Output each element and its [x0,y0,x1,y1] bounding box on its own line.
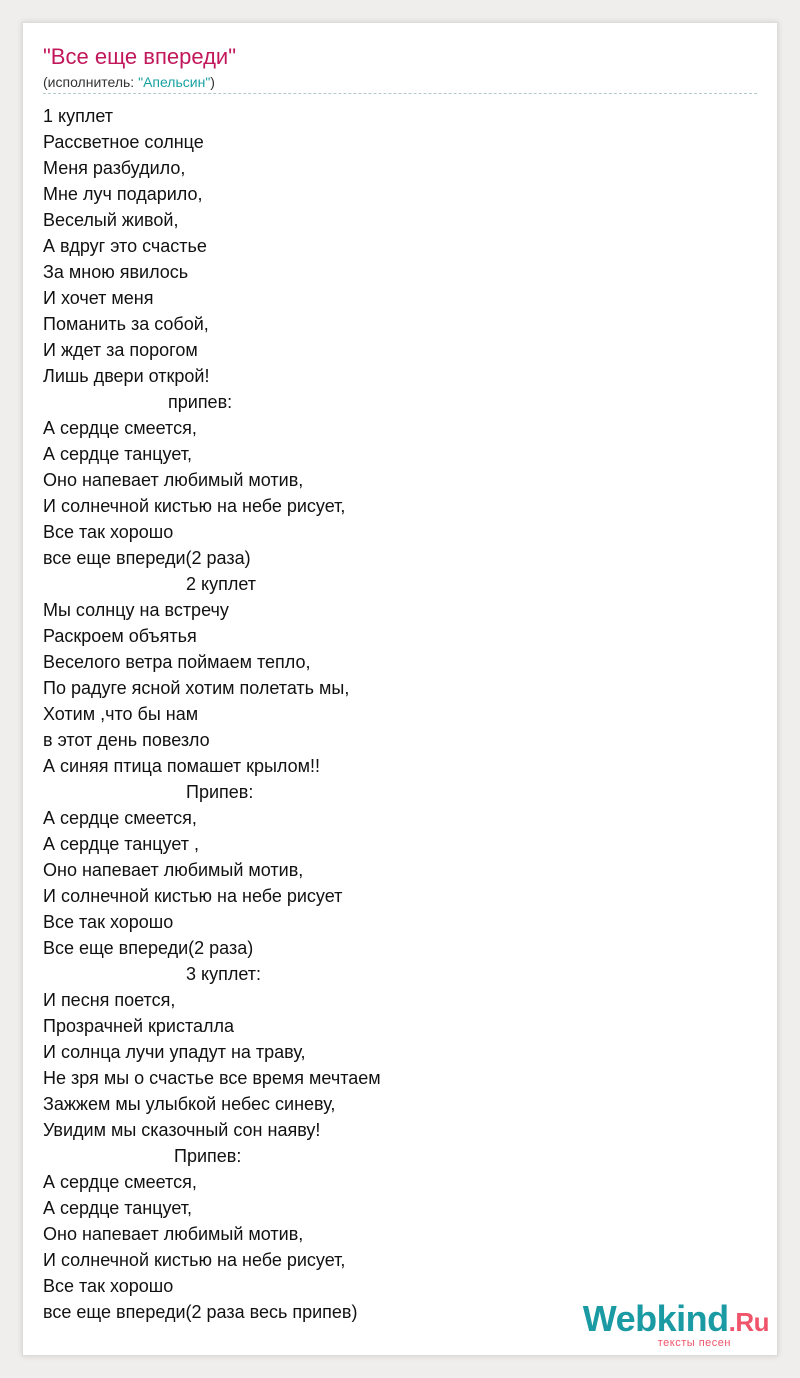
webkind-logo [582,1298,769,1349]
lyric-line: Рассветное солнце [43,132,204,152]
lyric-line: Оно напевает любимый мотив, [43,470,304,490]
lyric-line: 2 куплет [186,574,256,594]
lyric-line: припев: [168,392,233,412]
lyric-line: Увидим мы сказочный сон наяву! [43,1120,321,1140]
lyric-line: Лишь двери открой! [43,366,210,386]
lyric-line: Зажжем мы улыбкой небес синеву, [43,1094,336,1114]
lyric-line: 3 куплет: [186,964,261,984]
lyric-line: И солнца лучи упадут на траву, [43,1042,306,1062]
lyric-line: Хотим ,что бы нам [43,704,199,724]
lyrics-page [22,22,778,1356]
lyric-line: А сердце танцует , [43,834,199,854]
lyric-line: А сердце танцует, [43,1198,193,1218]
lyric-line: И солнечной кистью на небе рисует, [43,1250,346,1270]
lyric-line: Припев: [174,1146,242,1166]
lyric-line: По радуге ясной хотим полетать мы, [43,678,350,698]
lyric-line: Раскроем объятья [43,626,197,646]
lyric-line: Не зря мы о счастье все время мечтаем [43,1068,381,1088]
lyric-line: И ждет за порогом [43,340,198,360]
lyric-line: А сердце танцует, [43,444,193,464]
lyric-line: А вдруг это счастье [43,236,207,256]
lyric-line: 1 куплет [43,106,113,126]
lyric-line: Все так хорошо [43,912,174,932]
lyric-line: Веселый живой, [43,210,179,230]
lyric-line: Оно напевает любимый мотив, [43,860,304,880]
lyric-line: все еще впереди(2 раза весь припев) [43,1302,358,1322]
artist-link[interactable]: "Апельсин" [138,74,211,90]
lyric-line: Все еще впереди(2 раза) [43,938,254,958]
lyric-line: Все так хорошо [43,522,174,542]
lyric-line: И песня поется, [43,990,176,1010]
artist-line [43,73,215,91]
lyrics-text [43,103,381,1325]
lyric-line: Оно напевает любимый мотив, [43,1224,304,1244]
artist-suffix: ) [210,74,215,90]
lyric-line: в этот день повезло [43,730,210,750]
header-divider [43,93,757,94]
logo-tagline: тексты песен [657,1337,731,1349]
lyric-line: За мною явилось [43,262,189,282]
lyric-line: Мне луч подарило, [43,184,203,204]
lyric-line: Веселого ветра поймаем тепло, [43,652,311,672]
lyric-line: А синяя птица помашет крылом!! [43,756,321,776]
lyric-line: Все так хорошо [43,1276,174,1296]
lyric-line: Меня разбудило, [43,158,186,178]
lyric-line: И хочет меня [43,288,154,308]
lyric-line: А сердце смеется, [43,808,197,828]
lyric-line: А сердце смеется, [43,418,197,438]
song-title: "Все еще впереди" [43,44,237,69]
lyric-line: Поманить за собой, [43,314,209,334]
logo-tld: .Ru [728,1307,769,1337]
lyric-line: Припев: [186,782,254,802]
lyric-line: И солнечной кистью на небе рисует [43,886,343,906]
artist-prefix: (исполнитель: [43,74,139,90]
lyric-line: А сердце смеется, [43,1172,197,1192]
lyric-line: Мы солнцу на встречу [43,600,229,620]
lyric-line: все еще впереди(2 раза) [43,548,251,568]
logo-brand: Webkind.Ru [582,1298,769,1339]
lyric-line: И солнечной кистью на небе рисует, [43,496,346,516]
lyric-line: Прозрачней кристалла [43,1016,235,1036]
